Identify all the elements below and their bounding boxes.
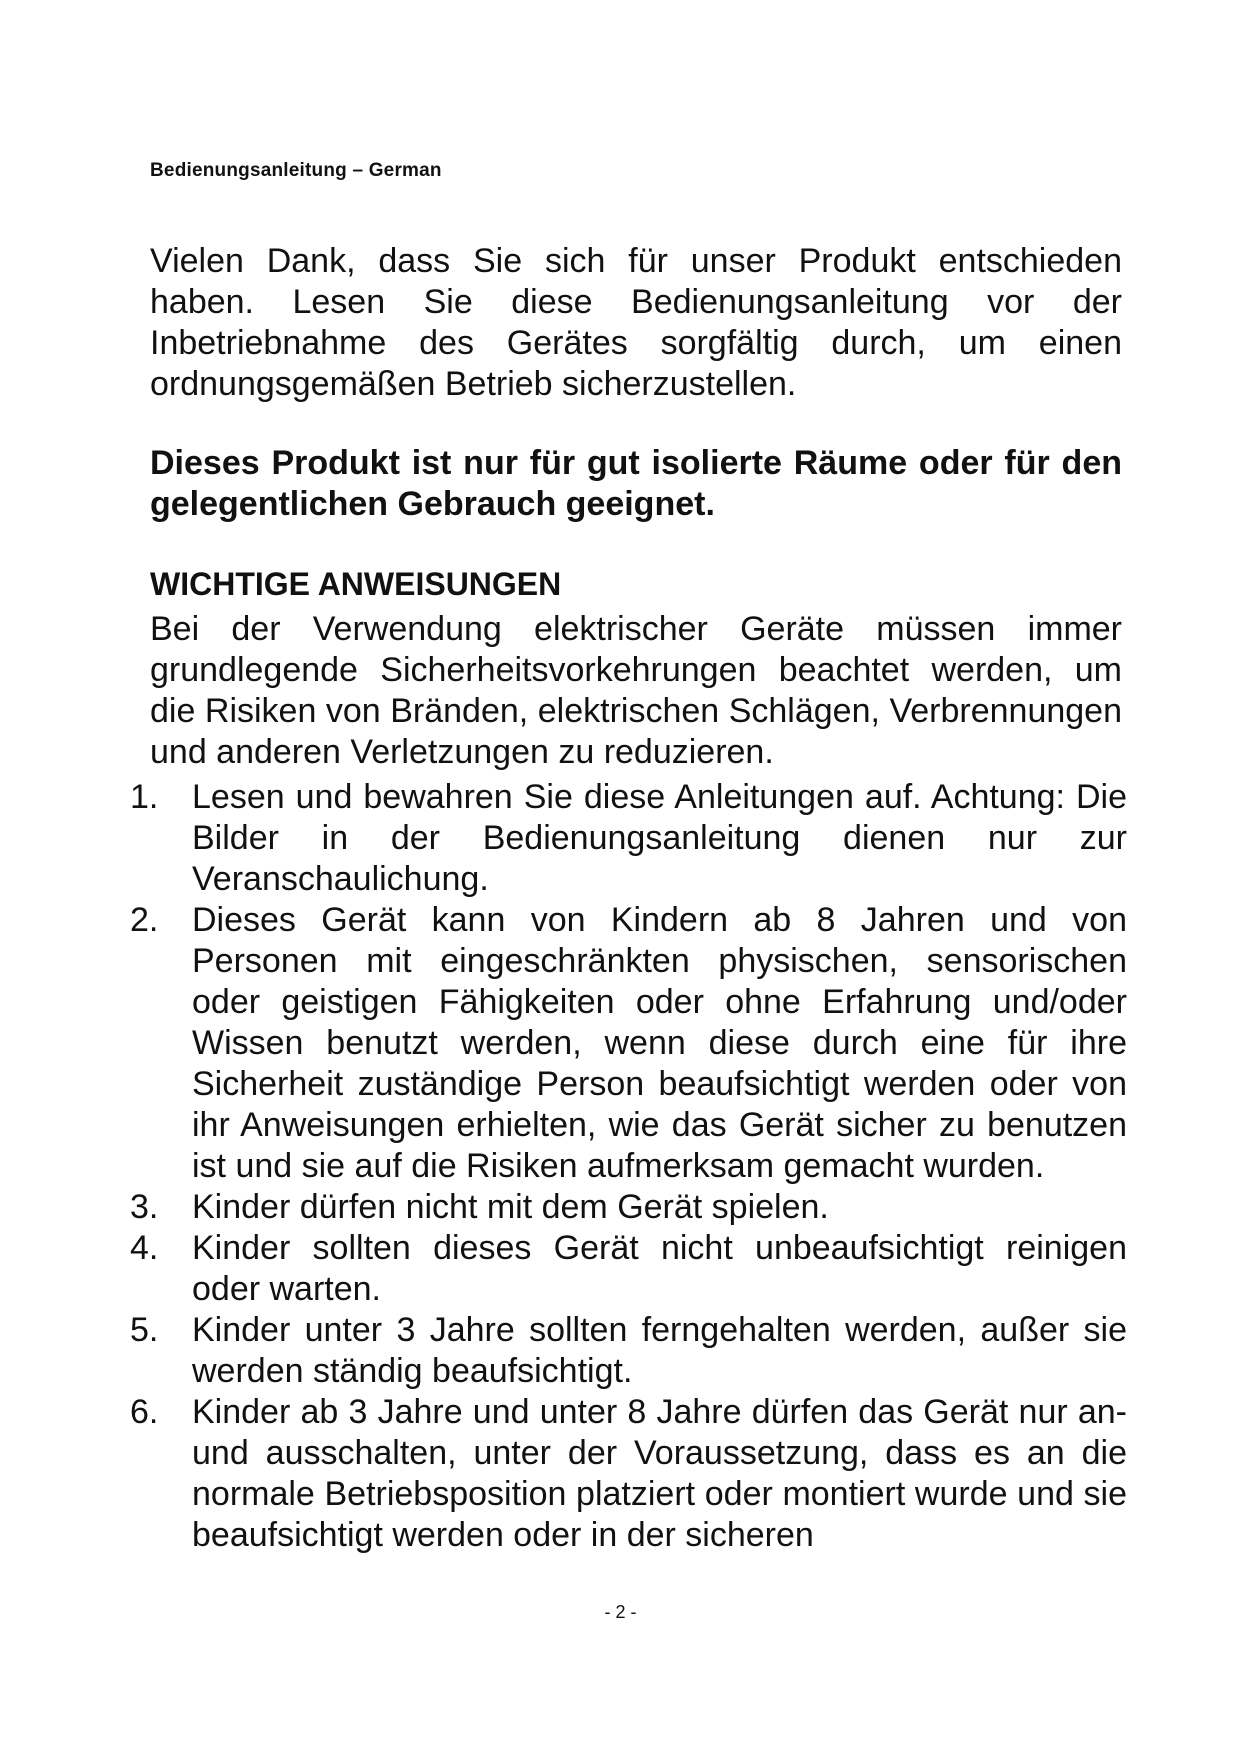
list-item-number: 5. — [130, 1311, 159, 1349]
list-item — [130, 1187, 1127, 1228]
list-item-text: Kinder dürfen nicht mit dem Gerät spielen. — [192, 1188, 829, 1226]
list-item-number: 4. — [130, 1229, 159, 1267]
list-item-text: Kinder unter 3 Jahre sollten ferngehalten werden, außer sie werden ständig beaufsichtigt. — [192, 1311, 1127, 1390]
page-number: - 2 - — [604, 1602, 637, 1622]
list-item — [130, 1310, 1127, 1392]
section-heading: WICHTIGE ANWEISUNGEN — [150, 566, 562, 602]
list-item-number: 6. — [130, 1393, 159, 1431]
intro-paragraph: Vielen Dank, dass Sie sich für unser Produkt entschieden haben. Lesen Sie diese Bedienungsanleitung vor der Inbetriebnahme des Gerätes sorgfältig durch, um einen ordnungsgemäßen Betrieb sicherzustellen. — [150, 242, 1122, 403]
usage-notice: Dieses Produkt ist nur für gut isolierte Räume oder für den gelegentlichen Gebrauch geeignet. — [150, 444, 1122, 523]
list-item-number: 3. — [130, 1188, 159, 1226]
list-item-number: 2. — [130, 901, 159, 939]
list-item-text: Kinder sollten dieses Gerät nicht unbeaufsichtigt reinigen oder warten. — [192, 1229, 1127, 1308]
list-item — [130, 1228, 1127, 1310]
list-item-number: 1. — [130, 778, 159, 816]
list-item — [130, 777, 1127, 900]
list-item-text: Dieses Gerät kann von Kindern ab 8 Jahren und von Personen mit eingeschränkten physischen, sensorischen oder geistigen Fähigkeiten oder ohne Erfahrung und/oder Wissen benutzt werden, wenn diese durch eine für ihre Sicherheit zuständige Person beaufsichtigt werden oder von ihr Anweisungen erhielten, wie das Gerät sicher zu benutzen ist und sie auf die Risiken aufmerksam gemacht wurden. — [192, 901, 1127, 1185]
document-header: Bedienungsanleitung – German — [150, 160, 442, 181]
list-item-text: Lesen und bewahren Sie diese Anleitungen auf. Achtung: Die Bilder in der Bedienungsanleitung dienen nur zur Veranschaulichung. — [192, 778, 1127, 898]
list-item-text: Kinder ab 3 Jahre und unter 8 Jahre dürfen das Gerät nur an- und ausschalten, unter der Voraussetzung, dass es an die normale Betriebsposition platziert oder montiert wurde und sie beaufsichtigt werden oder in der sicheren — [192, 1393, 1127, 1554]
list-item — [130, 900, 1127, 1187]
section-intro: Bei der Verwendung elektrischer Geräte müssen immer grundlegende Sicherheitsvorkehrungen beachtet werden, um die Risiken von Bränden, elektrischen Schlägen, Verbrennungen und anderen Verletzungen zu reduzieren. — [150, 610, 1122, 771]
list-item — [130, 1392, 1127, 1556]
instruction-list — [130, 777, 1130, 1556]
